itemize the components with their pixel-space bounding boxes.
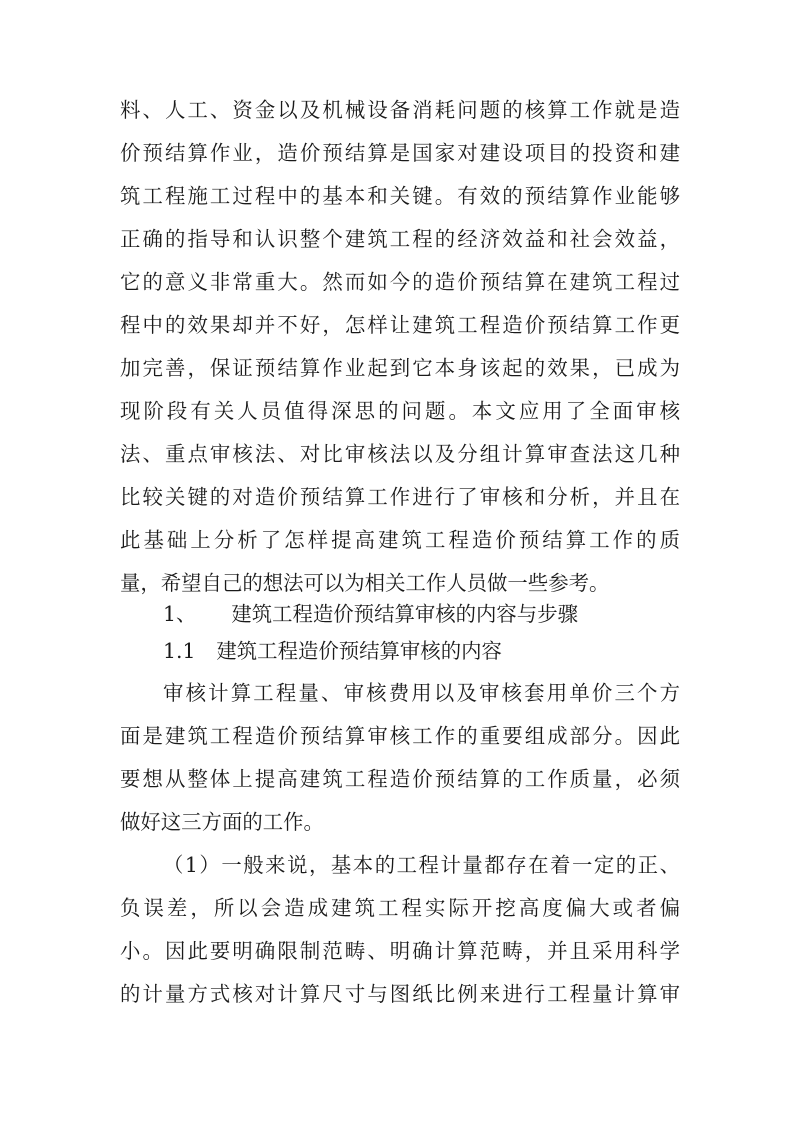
subsection-title: 建筑工程造价预结算审核的内容 <box>216 639 502 663</box>
paragraph-line: 现阶段有关人员值得深思的问题。本文应用了全面审核 <box>120 399 680 423</box>
paragraph-line: 要想从整体上提高建筑工程造价预结算的工作质量，必须 <box>120 767 680 791</box>
paragraph-line: 程中的效果却并不好，怎样让建筑工程造价预结算工作更 <box>120 313 680 337</box>
subsection-number: 1.1 <box>163 639 196 663</box>
paragraph-line: （1）一般来说，基本的工程计量都存在着一定的正、 <box>163 853 680 877</box>
paragraph-line: 价预结算作业，造价预结算是国家对建设项目的投资和建 <box>120 141 680 165</box>
paragraph-line: 法、重点审核法、对比审核法以及分组计算审查法这几种 <box>120 442 680 466</box>
paragraph-line: 筑工程施工过程中的基本和关键。有效的预结算作业能够 <box>120 184 680 208</box>
paragraph-line: 量，希望自己的想法可以为相关工作人员做一些参考。 <box>120 571 610 595</box>
paragraph-line: 它的意义非常重大。然而如今的造价预结算在建筑工程过 <box>120 270 680 294</box>
subsection-heading <box>163 633 683 669</box>
paragraph-line: 小。因此要明确限制范畴、明确计算范畴，并且采用科学 <box>120 939 680 963</box>
paragraph-line: 负误差，所以会造成建筑工程实际开挖高度偏大或者偏 <box>120 896 680 920</box>
paragraph-line: 做好这三方面的工作。 <box>120 810 324 834</box>
paragraph-line: 面是建筑工程造价预结算审核工作的重要组成部分。因此 <box>120 724 680 748</box>
section-number: 1、 <box>163 602 197 626</box>
paragraph-line: 审核计算工程量、审核费用以及审核套用单价三个方 <box>163 681 680 705</box>
paragraph-line: 料、人工、资金以及机械设备消耗问题的核算工作就是造 <box>120 98 680 122</box>
paragraph-line: 加完善，保证预结算作业起到它本身该起的效果，已成为 <box>120 356 680 380</box>
section-heading <box>163 596 683 632</box>
paragraph-line: 此基础上分析了怎样提高建筑工程造价预结算工作的质 <box>120 528 680 552</box>
paragraph-line: 正确的指导和认识整个建筑工程的经济效益和社会效益， <box>120 227 680 251</box>
paragraph-line: 的计量方式核对计算尺寸与图纸比例来进行工程量计算审 <box>120 982 680 1006</box>
section-title: 建筑工程造价预结算审核的内容与步骤 <box>231 602 578 626</box>
paragraph-line: 比较关键的对造价预结算工作进行了审核和分析，并且在 <box>120 485 680 509</box>
